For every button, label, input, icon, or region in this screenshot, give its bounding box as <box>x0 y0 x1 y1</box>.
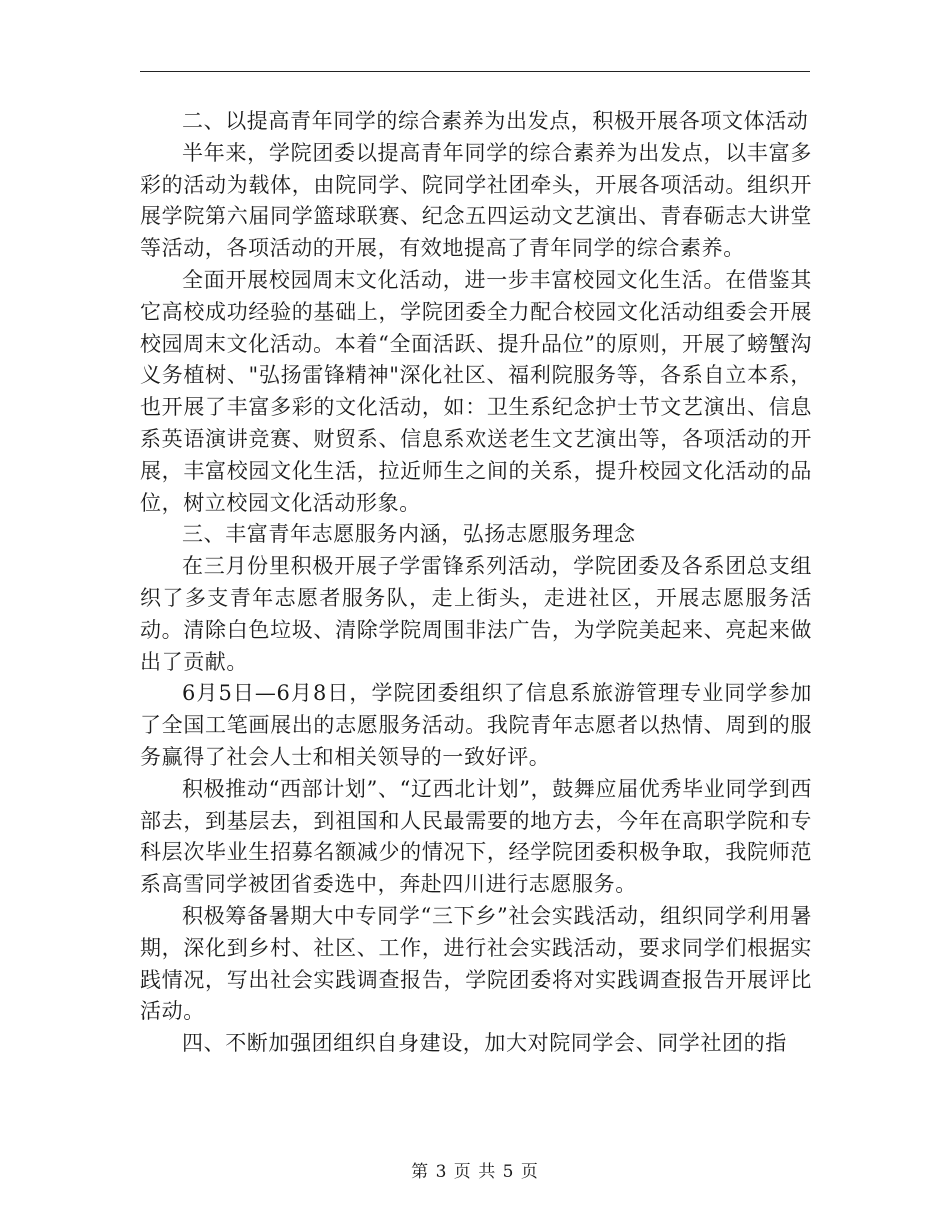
paragraph: 6月5日—6月8日，学院团委组织了信息系旅游管理专业同学参加了全国工笔画展出的志愿服务活动。我院青年志愿者以热情、周到的服务赢得了社会人士和相关领导的一致好评。 <box>140 681 812 769</box>
paragraph: 积极筹备暑期大中专同学“三下乡”社会实践活动，组织同学利用暑期，深化到乡村、社区、工作，进行社会实践活动，要求同学们根据实践情况，写出社会实践调查报告，学院团委将对实践调查报告开展评比活动。 <box>140 903 812 1024</box>
header-rule <box>140 71 810 72</box>
page-footer: 第 3 页 共 5 页 <box>411 1162 539 1182</box>
heading-section-2: 二、以提高青年同学的综合素养为出发点，积极开展各项文体活动 <box>182 109 809 133</box>
paragraph: 积极推动“西部计划”、“辽西北计划”，鼓舞应届优秀毕业同学到西部去，到基层去，到祖国和人民最需要的地方去，今年在高职学院和专科层次毕业生招募名额减少的情况下，经学院团委积极争取，我院师范系高雪同学被团省委选中，奔赴四川进行志愿服务。 <box>140 776 812 897</box>
document-body <box>140 106 812 1060</box>
heading-section-3: 三、丰富青年志愿服务内涵，弘扬志愿服务理念 <box>182 522 636 547</box>
heading-section-4: 四、不断加强团组织自身建设，加大对院同学会、同学社团的指 <box>182 1031 787 1056</box>
paragraph: 半年来，学院团委以提高青年同学的综合素养为出发点，以丰富多彩的活动为载体，由院同学、院同学社团牵头，开展各项活动。组织开展学院第六届同学篮球联赛、纪念五四运动文艺演出、青春砺志大讲堂等活动，各项活动的开展，有效地提高了青年同学的综合素养。 <box>140 140 812 261</box>
paragraph: 在三月份里积极开展子学雷锋系列活动，学院团委及各系团总支组织了多支青年志愿者服务队，走上街头，走进社区，开展志愿服务活动。清除白色垃圾、清除学院周围非法广告，为学院美起来、亮起来做出了贡献。 <box>140 554 812 674</box>
paragraph: 全面开展校园周末文化活动，进一步丰富校园文化生活。在借鉴其它高校成功经验的基础上，学院团委全力配合校园文化活动组委会开展校园周末文化活动。本着“全面活跃、提升品位”的原则，开展了螃蟹沟义务植树、"弘扬雷锋精神"深化社区、福利院服务等，各系自立本系，也开展了丰富多彩的文化活动，如：卫生系纪念护士节文艺演出、信息系英语演讲竞赛、财贸系、信息系欢送老生文艺演出等，各项活动的开展，丰富校园文化生活，拉近师生之间的关系，提升校园文化活动的品位，树立校园文化活动形象。 <box>140 267 812 515</box>
